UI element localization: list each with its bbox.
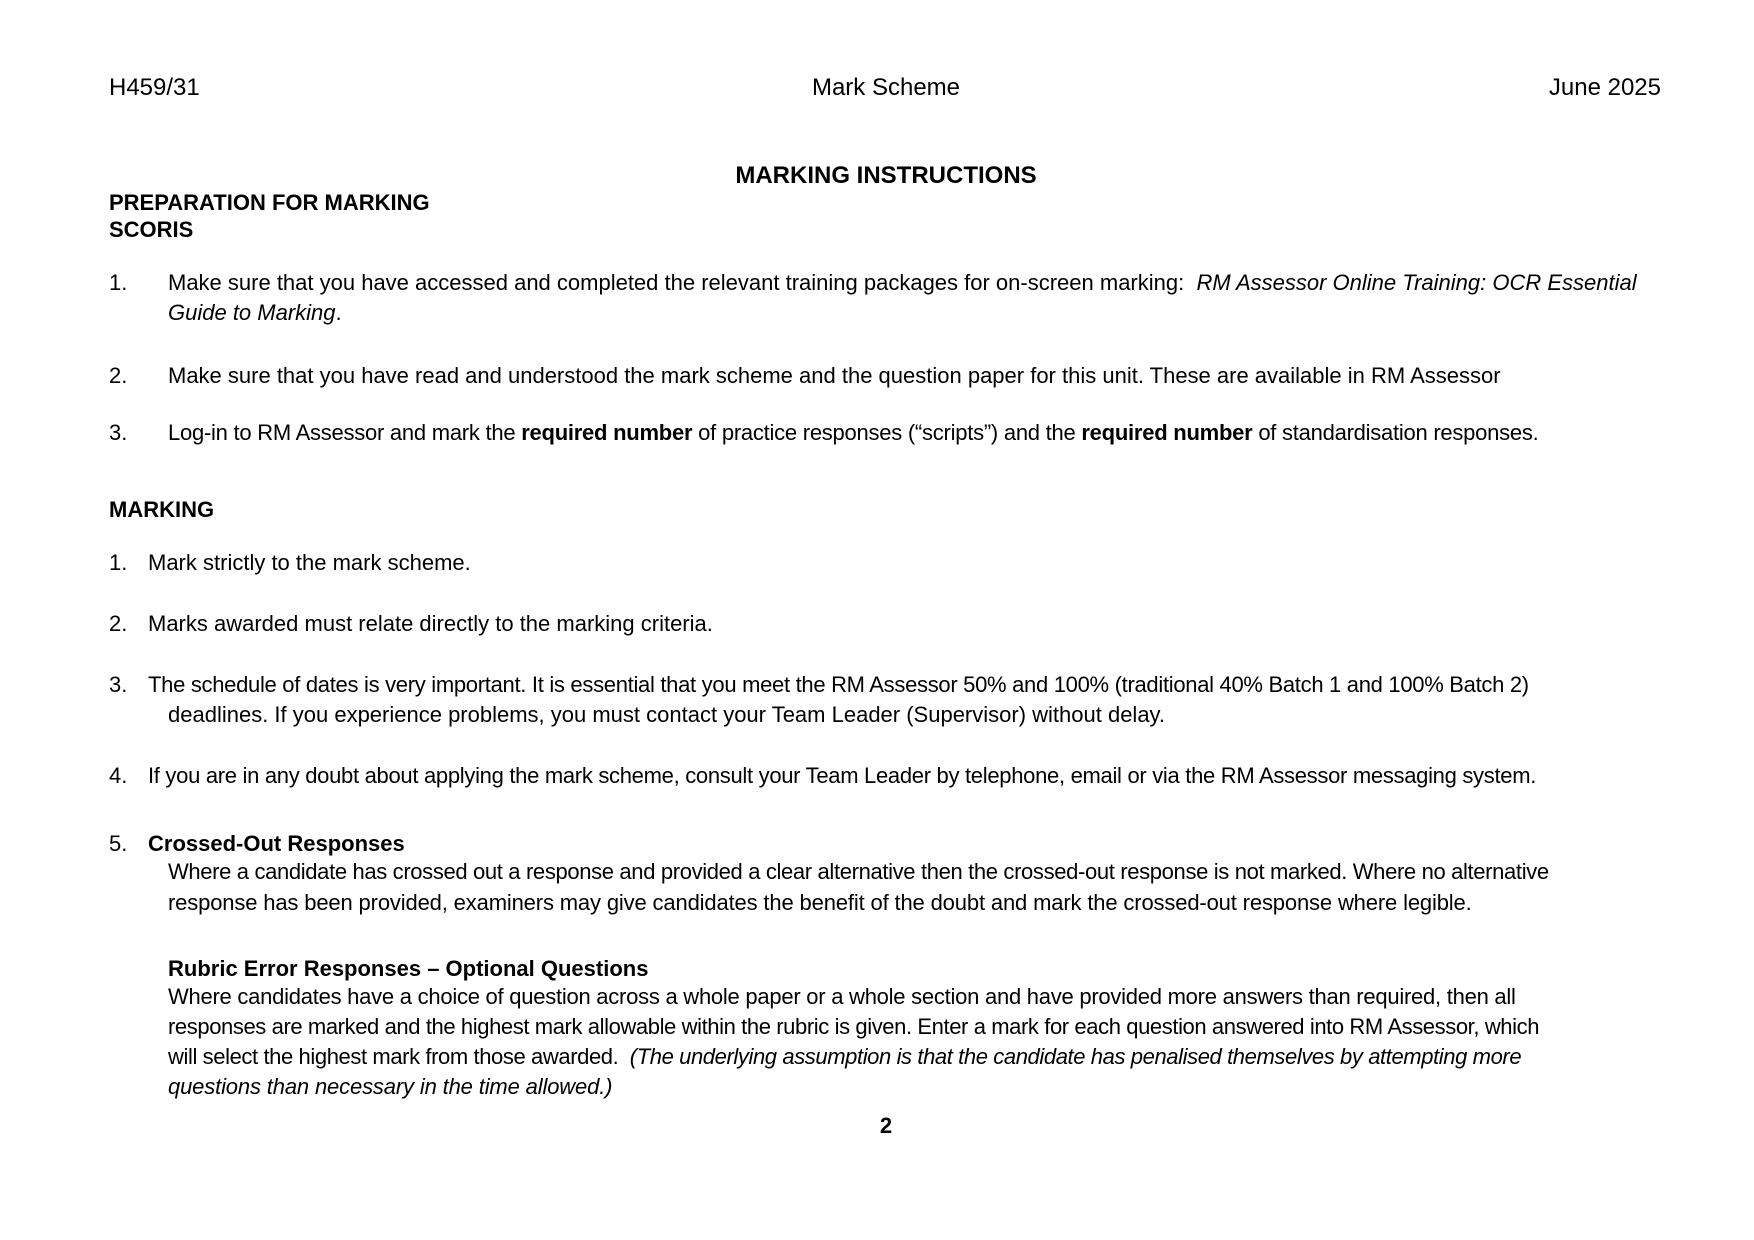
- marking-item-1-text: Mark strictly to the mark scheme.: [148, 550, 471, 575]
- prep-item-3-bold-2: required number: [1081, 420, 1253, 445]
- document-title: Mark Scheme: [811, 74, 961, 101]
- marking-item-5-number: 5.: [109, 831, 128, 856]
- marking-item-3-line-2: deadlines. If you experience problems, you must contact your Team Leader (Supervisor) without delay.: [168, 702, 1166, 727]
- marking-item-1-number: 1.: [109, 550, 128, 575]
- prep-item-3-text: [168, 418, 1688, 448]
- prep-item-1-text-a: Make sure that you have accessed and completed the relevant training packages for on-screen marking:: [168, 270, 1185, 295]
- marking-item-2-text: Marks awarded must relate directly to the marking criteria.: [148, 611, 713, 636]
- prep-item-1-number: 1.: [109, 270, 128, 295]
- marking-item-4-number: 4.: [109, 763, 128, 788]
- rubric-line-1: Where candidates have a choice of question across a whole paper or a whole section and have provided more answers than required, then all: [168, 984, 1516, 1009]
- marking-item-3-line-1: The schedule of dates is very important. It is essential that you meet the RM Assessor 50% and 100% (traditional 40% Batch 1 and 100% Batch 2): [148, 672, 1529, 697]
- marking-heading: MARKING: [109, 497, 215, 522]
- document-code: H459/31: [109, 74, 200, 101]
- prep-item-2-text: Make sure that you have read and understood the mark scheme and the question paper for this unit. These are available in RM Assessor: [168, 363, 1501, 388]
- prep-item-3-text-b: of practice responses (“scripts”) and the: [698, 420, 1076, 445]
- prep-item-2-number: 2.: [109, 363, 128, 388]
- prep-item-1-italic: RM Assessor Online Training: OCR Essential Guide to Marking: [168, 270, 1637, 325]
- document-date: June 2025: [1548, 74, 1661, 101]
- prep-item-1-text-b: .: [335, 300, 342, 325]
- marking-item-4-text: If you are in any doubt about applying the mark scheme, consult your Team Leader by telephone, email or via the RM Assessor messaging system.: [148, 763, 1537, 788]
- marking-item-3-number: 3.: [109, 672, 128, 697]
- prep-item-3-number: 3.: [109, 420, 128, 445]
- prep-item-3-text-a: Log-in to RM Assessor and mark the: [168, 420, 516, 445]
- page-title: MARKING INSTRUCTIONS: [735, 162, 1037, 189]
- rubric-line-4-italic: questions than necessary in the time allowed.): [168, 1074, 613, 1099]
- prep-item-3-bold-1: required number: [521, 420, 693, 445]
- prep-item-1-text: [168, 268, 1668, 328]
- preparation-heading: PREPARATION FOR MARKING: [109, 190, 430, 215]
- page-number: 2: [879, 1113, 893, 1138]
- marking-item-2-number: 2.: [109, 611, 128, 636]
- rubric-line-2: responses are marked and the highest mark allowable within the rubric is given. Enter a mark for each question answered into RM Assessor, which: [168, 1014, 1540, 1039]
- scoris-subheading: SCORIS: [109, 217, 194, 242]
- rubric-line-3: [168, 1041, 1521, 1072]
- rubric-line-3-text: will select the highest mark from those awarded.: [168, 1044, 619, 1069]
- crossed-out-line-2: response has been provided, examiners may give candidates the benefit of the doubt and mark the crossed-out response where legible.: [168, 890, 1472, 915]
- crossed-out-line-1: Where a candidate has crossed out a response and provided a clear alternative then the crossed-out response is not marked. Where no alternative: [168, 859, 1549, 884]
- rubric-line-3-italic: (The underlying assumption is that the candidate has penalised themselves by attempting more: [629, 1044, 1522, 1069]
- prep-item-3-text-c: of standardisation responses.: [1258, 420, 1539, 445]
- crossed-out-heading: Crossed-Out Responses: [148, 831, 405, 856]
- rubric-error-heading: Rubric Error Responses – Optional Questions: [168, 956, 649, 981]
